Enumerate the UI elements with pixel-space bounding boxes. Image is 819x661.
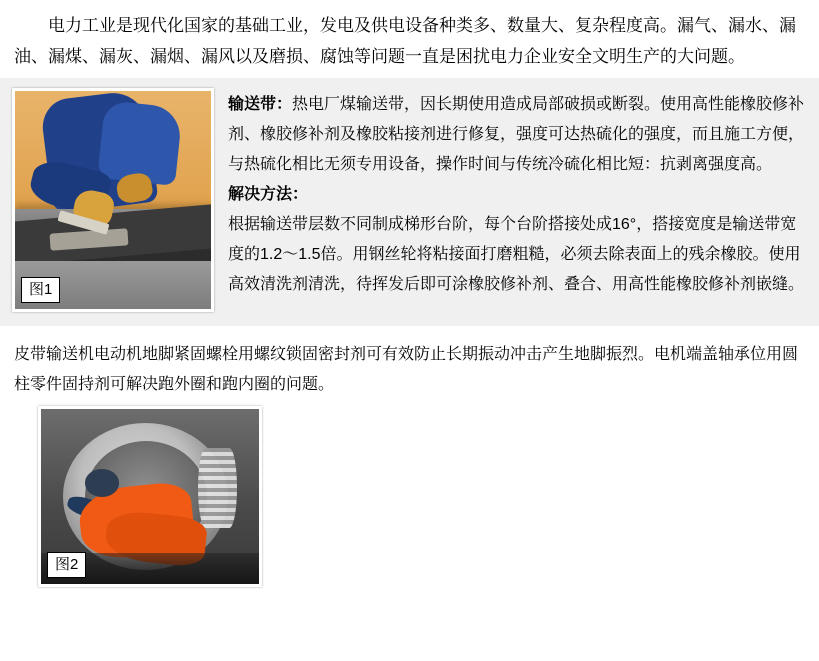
intro-paragraph: 电力工业是现代化国家的基础工业，发电及供电设备种类多、数量大、复杂程度高。漏气、漏水、漏油、漏煤、漏灰、漏烟、漏风以及磨损、腐蚀等问题一直是困扰电力企业安全文明生产的大问题。 xyxy=(14,16,796,66)
conveyor-belt-lead xyxy=(228,90,807,180)
figure-1-caption: 图1 xyxy=(21,277,60,303)
conveyor-belt-lead-text: 热电厂煤输送带，因长期使用造成局部破损或断裂。使用高性能橡胶修补剂、橡胶修补剂及橡胶粘接剂进行修复，强度可达热硫化的强度，而且施工方便，与热硫化相比无须专用设备，操作时间与传统冷硫化相比短：抗剥离强度高。 xyxy=(228,96,805,173)
figure-2-wrapper xyxy=(14,400,805,587)
figure-2-caption: 图2 xyxy=(47,552,86,578)
section-motor-mount xyxy=(0,326,819,593)
solution-heading: 解决方法： xyxy=(228,186,309,203)
conveyor-belt-label: 输送带： xyxy=(228,96,293,113)
motor-mount-body: 皮带输送机电动机地脚紧固螺栓用螺纹锁固密封剂可有效防止长期振动冲击产生地脚振烈。电机端盖轴承位用圆柱零件固持剂可解决跑外圈和跑内圈的问题。 xyxy=(14,346,799,393)
section-conveyor-belt xyxy=(0,78,819,326)
figure-1 xyxy=(12,88,214,312)
figure-2 xyxy=(38,406,262,587)
section-conveyor-belt-text xyxy=(228,88,807,300)
solution-body: 根据输送带层数不同制成梯形台阶，每个台阶搭接处成16°，搭接宽度是输送带宽度的1.2～1.5倍。用钢丝轮将粘接面打磨粗糙，必须去除表面上的残余橡胶。使用高效清洗剂清洗，待挥发后即可涂橡胶修补剂、叠合、用高性能橡胶修补剂嵌缝。 xyxy=(228,216,805,293)
